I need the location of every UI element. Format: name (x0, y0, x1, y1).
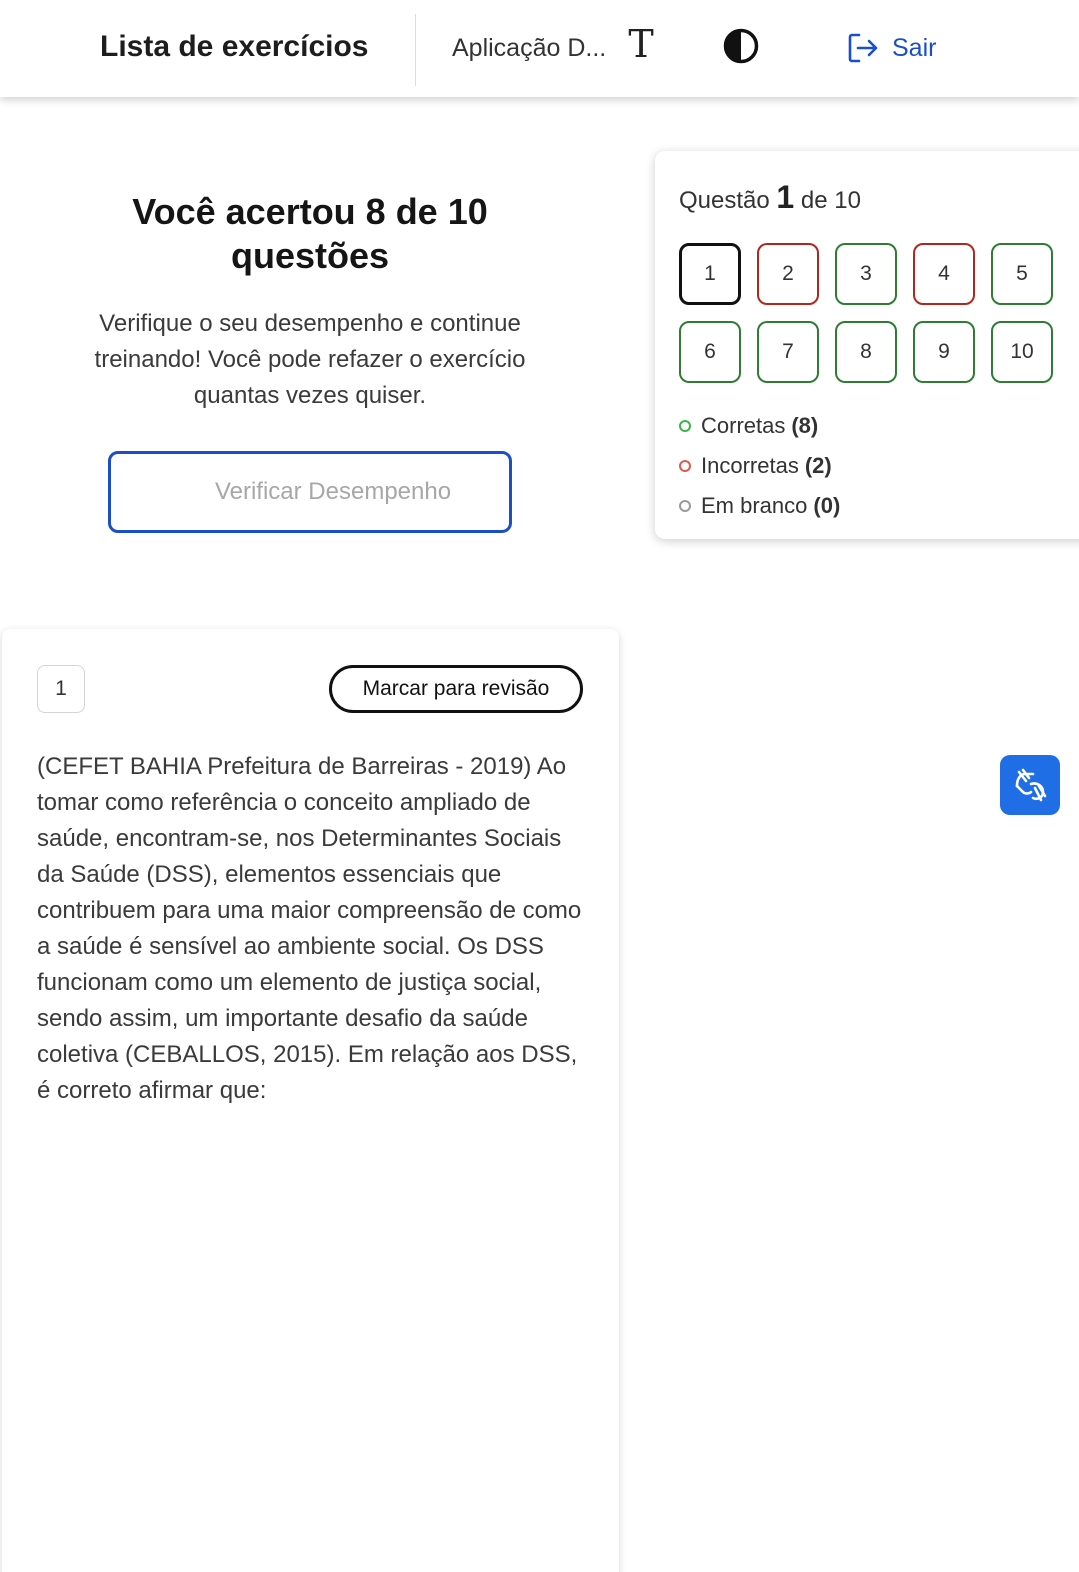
legend-incorrect (679, 446, 840, 486)
question-card (2, 629, 619, 1572)
question-nav-button-5[interactable]: 5 (991, 243, 1053, 305)
question-nav-button-6[interactable]: 6 (679, 321, 741, 383)
question-nav-button-4[interactable]: 4 (913, 243, 975, 305)
legend-blank-label: Em branco (701, 493, 808, 518)
question-grid (679, 243, 1054, 383)
legend-correct-label: Corretas (701, 413, 786, 438)
result-title: Você acertou 8 de 10 questões (132, 191, 488, 276)
question-nav-button-7[interactable]: 7 (757, 321, 819, 383)
question-nav-button-9[interactable]: 9 (913, 321, 975, 383)
verify-performance-button[interactable]: Verificar Desempenho (108, 451, 512, 533)
logout-button[interactable] (846, 30, 936, 66)
correct-dot-icon (679, 420, 691, 432)
question-nav-button-8[interactable]: 8 (835, 321, 897, 383)
sign-language-button[interactable] (1000, 755, 1060, 815)
course-name[interactable]: Aplicação D... (452, 34, 607, 62)
legend-blank (679, 486, 840, 526)
question-nav-button-2[interactable]: 2 (757, 243, 819, 305)
question-nav-button-1[interactable]: 1 (679, 243, 741, 305)
logout-label: Sair (892, 33, 937, 62)
header-divider (415, 14, 416, 86)
contrast-icon[interactable] (723, 28, 759, 64)
legend-incorrect-label: Incorretas (701, 453, 799, 478)
blank-dot-icon (679, 500, 691, 512)
legend-correct-count: (8) (791, 413, 819, 438)
navigator-current-number: 1 (776, 179, 795, 215)
font-size-icon[interactable]: T (628, 22, 654, 66)
logout-icon (846, 31, 880, 65)
question-number: 1 (37, 665, 85, 713)
result-description: Verifique o seu desempenho e continue treinando! Você pode refazer o exercício quantas vezes quiser. (94, 310, 526, 409)
mark-for-review-button[interactable]: Marcar para revisão (329, 665, 583, 713)
top-header (0, 0, 1079, 97)
question-nav-button-3[interactable]: 3 (835, 243, 897, 305)
navigator-heading-prefix: Questão (679, 187, 770, 214)
legend-correct (679, 406, 840, 446)
page-title: Lista de exercícios (100, 30, 369, 63)
navigator-heading (679, 179, 861, 216)
incorrect-dot-icon (679, 460, 691, 472)
legend-blank-count: (0) (813, 493, 841, 518)
navigator-heading-suffix: de 10 (800, 187, 861, 214)
question-nav-button-10[interactable]: 10 (991, 321, 1053, 383)
question-navigator (655, 151, 1079, 539)
legend-incorrect-count: (2) (804, 453, 832, 478)
question-statement: (CEFET BAHIA Prefeitura de Barreiras - 2019) Ao tomar como referência o conceito ampliado de saúde, encontram-se, nos Determinantes Sociais da Saúde (DSS), elementos essenciais que contribuem para uma maior compreensão de como a saúde é sensível ao ambiente social. Os DSS funcionam como um elemento de justiça social, sendo assim, um importante desafio da saúde coletiva (CEBALLOS, 2015). Em relação aos DSS, é correto afirmar que: (37, 753, 582, 1104)
legend (679, 406, 840, 526)
sign-language-icon (1009, 764, 1051, 806)
